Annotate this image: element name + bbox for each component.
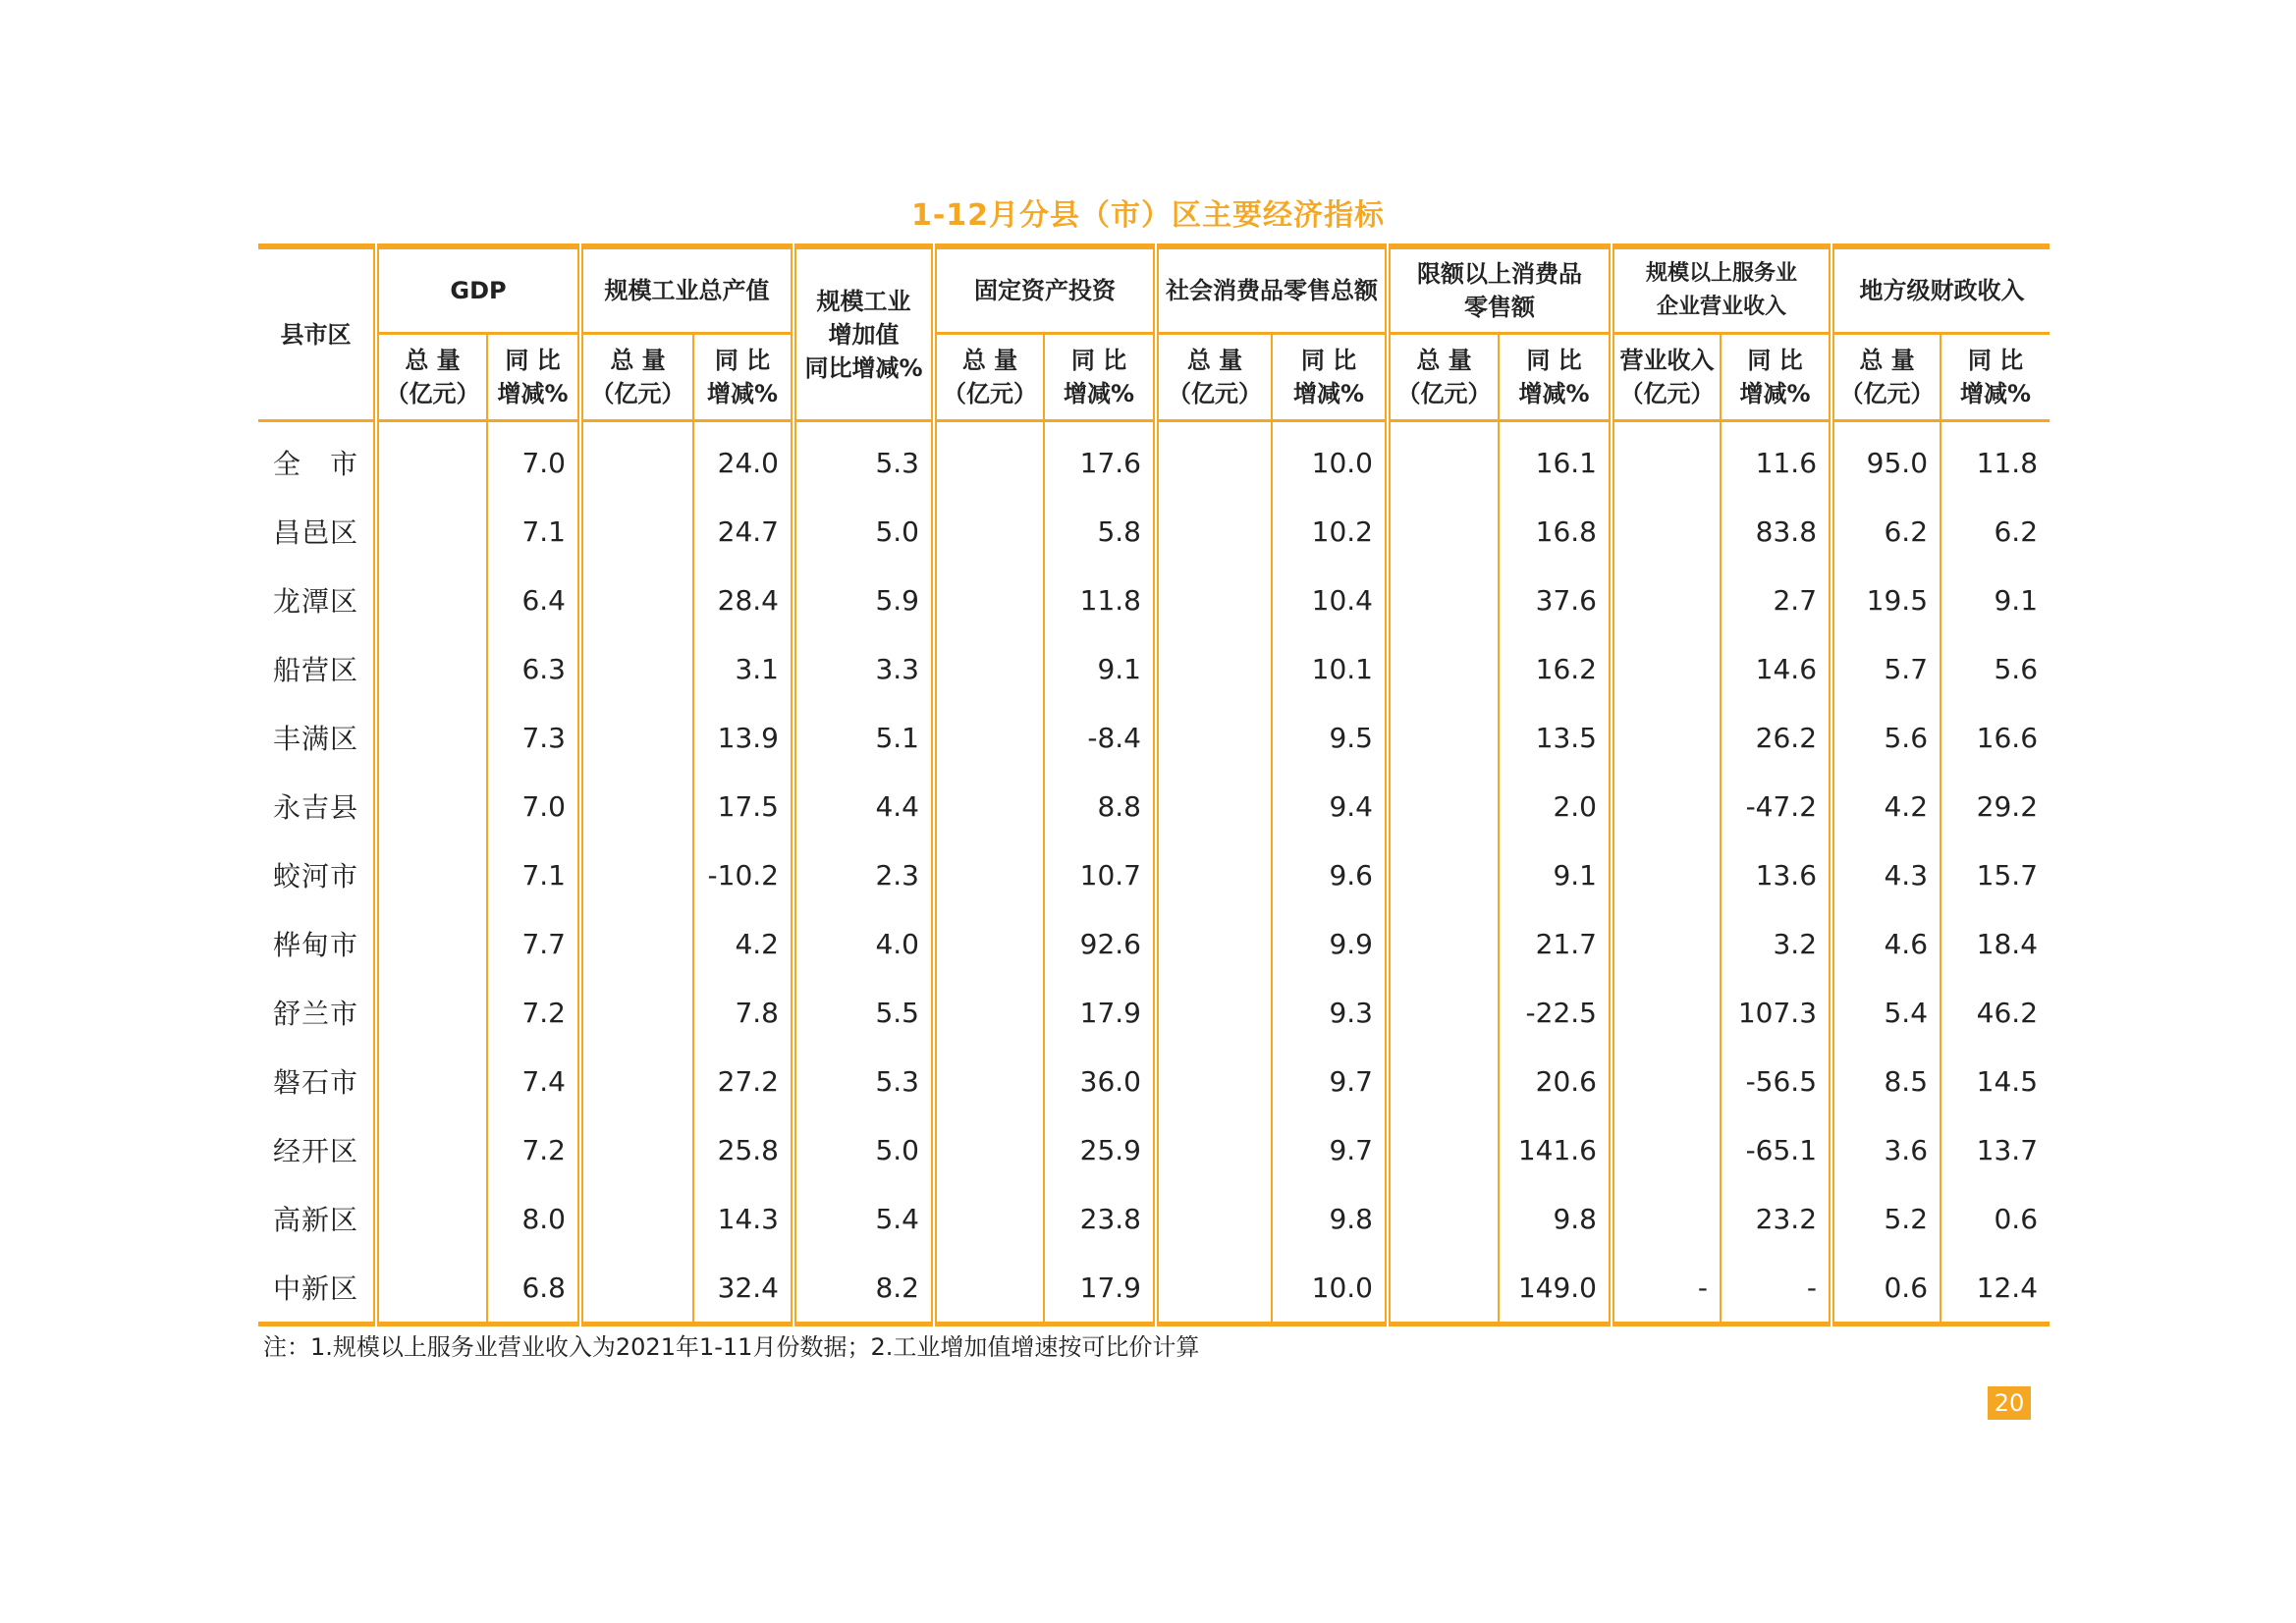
header-service-line1: 规模以上服务业	[1646, 261, 1798, 286]
cell-service-revenue	[1612, 1184, 1721, 1253]
cell-region: 舒兰市	[272, 998, 358, 1030]
cell-service-revenue	[1612, 909, 1721, 978]
header-limit-retail-line1: 限额以上消费品	[1417, 260, 1582, 288]
subheader-gdp-yoy	[487, 334, 580, 421]
cell-gdp-total	[376, 840, 487, 909]
cell-fiscal-total: 5.6	[1831, 703, 1941, 772]
cell-service-revenue	[1612, 566, 1721, 634]
cell-investment-total	[934, 909, 1044, 978]
cell-industry-total	[580, 634, 693, 703]
header-limit-retail-line2: 零售额	[1464, 294, 1535, 321]
cell-industry-yoy: 13.9	[693, 703, 793, 772]
cell-industry-yoy: 7.8	[693, 978, 793, 1047]
cell-service-yoy: -	[1721, 1253, 1831, 1325]
cell-investment-yoy: 23.8	[1044, 1184, 1156, 1253]
cell-limit-yoy: 16.2	[1499, 634, 1612, 703]
cell-retail-yoy: 10.4	[1272, 566, 1388, 634]
cell-limit-yoy: -22.5	[1499, 978, 1612, 1047]
cell-retail-yoy: 9.9	[1272, 909, 1388, 978]
cell-gdp-total	[376, 1047, 487, 1115]
subheader-unit: 增减%	[1518, 380, 1590, 407]
cell-retail-yoy: 10.0	[1272, 421, 1388, 498]
cell-service-yoy: -56.5	[1721, 1047, 1831, 1115]
cell-service-yoy: 26.2	[1721, 703, 1831, 772]
table-row	[258, 566, 2050, 634]
header-industry-added-line1: 规模工业	[816, 287, 911, 315]
subheader-unit: （亿元）	[1839, 380, 1935, 407]
table-body	[258, 421, 2050, 1325]
cell-service-revenue	[1612, 421, 1721, 498]
cell-investment-total	[934, 1253, 1044, 1325]
cell-limit-total	[1388, 634, 1499, 703]
page-title: 1-12月分县（市）区主要经济指标	[910, 198, 1386, 233]
cell-industry-yoy: 14.3	[693, 1184, 793, 1253]
cell-investment-yoy: 8.8	[1044, 772, 1156, 840]
cell-gdp-yoy: 7.2	[487, 978, 580, 1047]
cell-retail-total	[1156, 1115, 1272, 1184]
cell-region: 高新区	[272, 1204, 358, 1236]
cell-retail-total	[1156, 772, 1272, 840]
cell-gdp-yoy: 7.3	[487, 703, 580, 772]
cell-region: 桦甸市	[272, 929, 358, 961]
table-row	[258, 1253, 2050, 1325]
cell-retail-yoy: 9.5	[1272, 703, 1388, 772]
cell-gdp-total	[376, 1253, 487, 1325]
cell-service-revenue	[1612, 1115, 1721, 1184]
cell-service-revenue	[1612, 772, 1721, 840]
cell-fiscal-yoy: 12.4	[1941, 1253, 2050, 1325]
cell-fiscal-total: 4.2	[1831, 772, 1941, 840]
cell-fiscal-yoy: 6.2	[1941, 497, 2050, 566]
cell-limit-total	[1388, 909, 1499, 978]
subheader-label: 总 量	[961, 347, 1018, 374]
cell-gdp-yoy: 6.3	[487, 634, 580, 703]
cell-retail-total	[1156, 497, 1272, 566]
cell-service-yoy: 23.2	[1721, 1184, 1831, 1253]
cell-investment-yoy: 36.0	[1044, 1047, 1156, 1115]
header-row-groups	[258, 246, 2050, 334]
header-gdp: GDP	[376, 246, 580, 334]
cell-investment-total	[934, 1184, 1044, 1253]
cell-region: 中新区	[258, 1253, 376, 1325]
cell-industry-yoy: 27.2	[693, 1047, 793, 1115]
subheader-unit: （亿元）	[1168, 380, 1262, 407]
cell-service-yoy: 107.3	[1721, 978, 1831, 1047]
cell-limit-total	[1388, 497, 1499, 566]
cell-limit-total	[1388, 1253, 1499, 1325]
cell-retail-total	[1156, 1253, 1272, 1325]
table-row	[258, 978, 2050, 1047]
cell-retail-total	[1156, 634, 1272, 703]
cell-industry-added-yoy: 5.5	[793, 978, 934, 1047]
cell-service-yoy: -65.1	[1721, 1115, 1831, 1184]
cell-investment-yoy: 17.9	[1044, 978, 1156, 1047]
subheader-label: 总 量	[610, 347, 666, 374]
cell-gdp-yoy: 7.0	[487, 772, 580, 840]
header-service-line2: 企业营业收入	[1657, 295, 1787, 319]
cell-service-revenue	[1612, 840, 1721, 909]
cell-gdp-total	[376, 566, 487, 634]
cell-investment-total	[934, 772, 1044, 840]
subheader-unit: 增减%	[1292, 380, 1365, 407]
subheader-unit: （亿元）	[943, 380, 1037, 407]
cell-retail-total	[1156, 421, 1272, 498]
cell-fiscal-total: 0.6	[1831, 1253, 1941, 1325]
cell-limit-total	[1388, 1184, 1499, 1253]
cell-region: 磐石市	[272, 1066, 358, 1099]
subheader-service-revenue	[1612, 334, 1721, 421]
cell-gdp-total	[376, 634, 487, 703]
cell-fiscal-total: 8.5	[1831, 1047, 1941, 1115]
header-retail: 社会消费品零售总额	[1156, 246, 1388, 334]
cell-fiscal-total: 4.3	[1831, 840, 1941, 909]
cell-industry-total	[580, 703, 693, 772]
cell-industry-added-yoy: 3.3	[793, 634, 934, 703]
subheader-service-yoy	[1721, 334, 1831, 421]
cell-limit-total	[1388, 1047, 1499, 1115]
cell-industry-added-yoy: 5.3	[793, 1047, 934, 1115]
cell-investment-total	[934, 497, 1044, 566]
cell-industry-total	[580, 1047, 693, 1115]
cell-industry-added-yoy: 5.0	[793, 1115, 934, 1184]
subheader-investment-total	[934, 334, 1044, 421]
cell-industry-yoy: 28.4	[693, 566, 793, 634]
cell-industry-total	[580, 1184, 693, 1253]
cell-service-yoy: 3.2	[1721, 909, 1831, 978]
cell-retail-yoy: 9.8	[1272, 1184, 1388, 1253]
cell-region: 经开区	[272, 1135, 358, 1167]
cell-retail-yoy: 9.4	[1272, 772, 1388, 840]
table-row	[258, 1047, 2050, 1115]
cell-fiscal-yoy: 18.4	[1941, 909, 2050, 978]
cell-fiscal-total: 19.5	[1831, 566, 1941, 634]
cell-service-revenue: -	[1612, 1253, 1721, 1325]
cell-limit-total	[1388, 421, 1499, 498]
cell-gdp-yoy: 7.7	[487, 909, 580, 978]
cell-gdp-yoy: 7.2	[487, 1115, 580, 1184]
subheader-label: 营业收入	[1619, 347, 1715, 374]
cell-limit-total	[1388, 978, 1499, 1047]
cell-industry-added-yoy: 4.4	[793, 772, 934, 840]
cell-fiscal-yoy: 16.6	[1941, 703, 2050, 772]
subheader-unit: 增减%	[1063, 380, 1135, 407]
cell-investment-total	[934, 421, 1044, 498]
table-row	[258, 634, 2050, 703]
cell-limit-total	[1388, 772, 1499, 840]
cell-retail-yoy: 10.0	[1272, 1253, 1388, 1325]
cell-limit-yoy: 21.7	[1499, 909, 1612, 978]
cell-region: 全 市	[272, 448, 358, 480]
subheader-label: 同 比	[1526, 347, 1582, 374]
subheader-unit: 增减%	[1739, 380, 1811, 407]
cell-industry-added-yoy: 5.3	[793, 421, 934, 498]
cell-service-yoy: 2.7	[1721, 566, 1831, 634]
cell-investment-total	[934, 1047, 1044, 1115]
cell-industry-yoy: 24.0	[693, 421, 793, 498]
cell-retail-yoy: 10.2	[1272, 497, 1388, 566]
subheader-label: 同 比	[1300, 347, 1357, 374]
cell-industry-total	[580, 421, 693, 498]
cell-investment-yoy: 11.8	[1044, 566, 1156, 634]
subheader-label: 同 比	[714, 347, 771, 374]
cell-retail-total	[1156, 1047, 1272, 1115]
cell-fiscal-yoy: 0.6	[1941, 1184, 2050, 1253]
subheader-retail-yoy	[1272, 334, 1388, 421]
cell-gdp-yoy: 7.0	[487, 421, 580, 498]
cell-investment-yoy: -8.4	[1044, 703, 1156, 772]
subheader-label: 总 量	[1416, 347, 1472, 374]
cell-industry-added-yoy: 4.0	[793, 909, 934, 978]
cell-investment-yoy: 17.9	[1044, 1253, 1156, 1325]
subheader-unit: （亿元）	[385, 380, 480, 407]
economic-indicators-table	[258, 243, 2050, 1326]
cell-gdp-total	[376, 909, 487, 978]
cell-limit-yoy: 16.8	[1499, 497, 1612, 566]
cell-fiscal-total: 5.7	[1831, 634, 1941, 703]
cell-service-yoy: 13.6	[1721, 840, 1831, 909]
cell-gdp-yoy: 7.4	[487, 1047, 580, 1115]
cell-region: 船营区	[272, 654, 358, 686]
cell-fiscal-yoy: 11.8	[1941, 421, 2050, 498]
subheader-unit: （亿元）	[1396, 380, 1492, 407]
cell-gdp-total	[376, 421, 487, 498]
cell-limit-yoy: 2.0	[1499, 772, 1612, 840]
subheader-investment-yoy	[1044, 334, 1156, 421]
subheader-label: 总 量	[1859, 347, 1915, 374]
cell-industry-yoy: 25.8	[693, 1115, 793, 1184]
cell-industry-added-yoy: 8.2	[793, 1253, 934, 1325]
cell-investment-total	[934, 978, 1044, 1047]
subheader-industry-total	[580, 334, 693, 421]
cell-investment-total	[934, 566, 1044, 634]
subheader-limit-total	[1388, 334, 1499, 421]
header-service	[1612, 246, 1831, 334]
cell-fiscal-yoy: 14.5	[1941, 1047, 2050, 1115]
header-industry-added	[793, 246, 934, 421]
subheader-gdp-total	[376, 334, 487, 421]
cell-industry-added-yoy: 5.0	[793, 497, 934, 566]
cell-retail-total	[1156, 840, 1272, 909]
cell-fiscal-yoy: 15.7	[1941, 840, 2050, 909]
subheader-unit: 增减%	[1959, 380, 2032, 407]
header-fixed-investment: 固定资产投资	[934, 246, 1156, 334]
cell-service-revenue	[1612, 703, 1721, 772]
cell-industry-total	[580, 772, 693, 840]
cell-retail-total	[1156, 703, 1272, 772]
subheader-unit: 增减%	[706, 380, 779, 407]
cell-investment-yoy: 92.6	[1044, 909, 1156, 978]
cell-industry-added-yoy: 2.3	[793, 840, 934, 909]
cell-service-revenue	[1612, 634, 1721, 703]
subheader-fiscal-total	[1831, 334, 1941, 421]
cell-service-yoy: 11.6	[1721, 421, 1831, 498]
subheader-unit: （亿元）	[1619, 380, 1715, 407]
cell-industry-total	[580, 1253, 693, 1325]
cell-industry-added-yoy: 5.9	[793, 566, 934, 634]
subheader-retail-total	[1156, 334, 1272, 421]
cell-industry-total	[580, 497, 693, 566]
cell-fiscal-yoy: 9.1	[1941, 566, 2050, 634]
subheader-unit: （亿元）	[590, 380, 685, 407]
cell-service-revenue	[1612, 1047, 1721, 1115]
cell-retail-yoy: 9.3	[1272, 978, 1388, 1047]
table-row	[258, 1115, 2050, 1184]
cell-service-yoy: -47.2	[1721, 772, 1831, 840]
cell-retail-total	[1156, 978, 1272, 1047]
cell-fiscal-yoy: 5.6	[1941, 634, 2050, 703]
cell-industry-yoy: -10.2	[693, 840, 793, 909]
cell-limit-yoy: 141.6	[1499, 1115, 1612, 1184]
subheader-label: 总 量	[405, 347, 461, 374]
cell-limit-yoy: 149.0	[1499, 1253, 1612, 1325]
cell-fiscal-yoy: 46.2	[1941, 978, 2050, 1047]
subheader-label: 同 比	[1967, 347, 2024, 374]
cell-industry-total	[580, 1115, 693, 1184]
cell-industry-yoy: 24.7	[693, 497, 793, 566]
cell-investment-total	[934, 840, 1044, 909]
cell-fiscal-yoy: 29.2	[1941, 772, 2050, 840]
table-row	[258, 1184, 2050, 1253]
cell-limit-yoy: 20.6	[1499, 1047, 1612, 1115]
cell-gdp-total	[376, 978, 487, 1047]
cell-service-yoy: 83.8	[1721, 497, 1831, 566]
subheader-label: 同 比	[1747, 347, 1803, 374]
cell-region: 永吉县	[272, 791, 358, 824]
cell-region: 丰满区	[272, 723, 358, 755]
cell-investment-yoy: 25.9	[1044, 1115, 1156, 1184]
cell-investment-yoy: 9.1	[1044, 634, 1156, 703]
cell-industry-total	[580, 566, 693, 634]
cell-investment-total	[934, 703, 1044, 772]
cell-limit-yoy: 37.6	[1499, 566, 1612, 634]
cell-investment-yoy: 10.7	[1044, 840, 1156, 909]
table-row	[258, 703, 2050, 772]
footnote: 注：1.规模以上服务业营业收入为2021年1-11月份数据；2.工业增加值增速按可比价计算	[263, 1333, 1200, 1361]
cell-investment-total	[934, 1115, 1044, 1184]
cell-industry-yoy: 32.4	[693, 1253, 793, 1325]
subheader-label: 同 比	[1070, 347, 1127, 374]
cell-retail-total	[1156, 1184, 1272, 1253]
header-region: 县市区	[258, 246, 376, 421]
cell-industry-yoy: 4.2	[693, 909, 793, 978]
subheader-limit-yoy	[1499, 334, 1612, 421]
cell-gdp-total	[376, 497, 487, 566]
cell-industry-added-yoy: 5.4	[793, 1184, 934, 1253]
cell-region: 龙潭区	[272, 585, 358, 618]
cell-service-revenue	[1612, 978, 1721, 1047]
table-row	[258, 772, 2050, 840]
header-industry-output: 规模工业总产值	[580, 246, 793, 334]
cell-retail-total	[1156, 566, 1272, 634]
cell-investment-yoy: 17.6	[1044, 421, 1156, 498]
cell-retail-yoy: 9.7	[1272, 1047, 1388, 1115]
cell-industry-total	[580, 909, 693, 978]
cell-industry-yoy: 17.5	[693, 772, 793, 840]
header-limit-retail	[1388, 246, 1612, 334]
cell-limit-total	[1388, 566, 1499, 634]
header-row-sub	[258, 334, 2050, 421]
subheader-unit: 增减%	[497, 380, 569, 407]
header-industry-added-line3: 同比增减%	[804, 353, 923, 382]
cell-retail-yoy: 10.1	[1272, 634, 1388, 703]
cell-fiscal-total: 5.2	[1831, 1184, 1941, 1253]
cell-fiscal-yoy: 13.7	[1941, 1115, 2050, 1184]
cell-gdp-yoy: 7.1	[487, 497, 580, 566]
cell-service-revenue	[1612, 497, 1721, 566]
cell-fiscal-total: 5.4	[1831, 978, 1941, 1047]
subheader-fiscal-yoy	[1941, 334, 2050, 421]
cell-gdp-yoy: 7.1	[487, 840, 580, 909]
cell-industry-yoy: 3.1	[693, 634, 793, 703]
cell-service-yoy: 14.6	[1721, 634, 1831, 703]
cell-fiscal-total: 95.0	[1831, 421, 1941, 498]
cell-gdp-yoy: 8.0	[487, 1184, 580, 1253]
cell-gdp-total	[376, 1184, 487, 1253]
cell-industry-total	[580, 978, 693, 1047]
cell-fiscal-total: 4.6	[1831, 909, 1941, 978]
cell-region: 蛟河市	[272, 860, 358, 893]
header-industry-added-line2: 增加值	[828, 320, 900, 349]
header-fiscal: 地方级财政收入	[1831, 246, 2050, 334]
cell-retail-total	[1156, 909, 1272, 978]
subheader-industry-yoy	[693, 334, 793, 421]
table-row	[258, 421, 2050, 498]
cell-investment-yoy: 5.8	[1044, 497, 1156, 566]
cell-limit-yoy: 9.1	[1499, 840, 1612, 909]
cell-industry-total	[580, 840, 693, 909]
cell-retail-yoy: 9.6	[1272, 840, 1388, 909]
cell-gdp-total	[376, 1115, 487, 1184]
cell-industry-added-yoy: 5.1	[793, 703, 934, 772]
subheader-label: 同 比	[505, 347, 561, 374]
cell-limit-total	[1388, 840, 1499, 909]
cell-gdp-total	[376, 772, 487, 840]
table-row	[258, 909, 2050, 978]
cell-limit-total	[1388, 703, 1499, 772]
cell-gdp-yoy: 6.8	[487, 1253, 580, 1325]
cell-limit-yoy: 9.8	[1499, 1184, 1612, 1253]
cell-gdp-total	[376, 703, 487, 772]
cell-limit-yoy: 16.1	[1499, 421, 1612, 498]
cell-limit-yoy: 13.5	[1499, 703, 1612, 772]
cell-region: 昌邑区	[272, 516, 358, 549]
cell-gdp-yoy: 6.4	[487, 566, 580, 634]
page-number: 20	[1988, 1386, 2031, 1420]
subheader-label: 总 量	[1186, 347, 1243, 374]
cell-limit-total	[1388, 1115, 1499, 1184]
cell-investment-total	[934, 634, 1044, 703]
table-row	[258, 840, 2050, 909]
cell-retail-yoy: 9.7	[1272, 1115, 1388, 1184]
cell-fiscal-total: 6.2	[1831, 497, 1941, 566]
cell-fiscal-total: 3.6	[1831, 1115, 1941, 1184]
table-row	[258, 497, 2050, 566]
